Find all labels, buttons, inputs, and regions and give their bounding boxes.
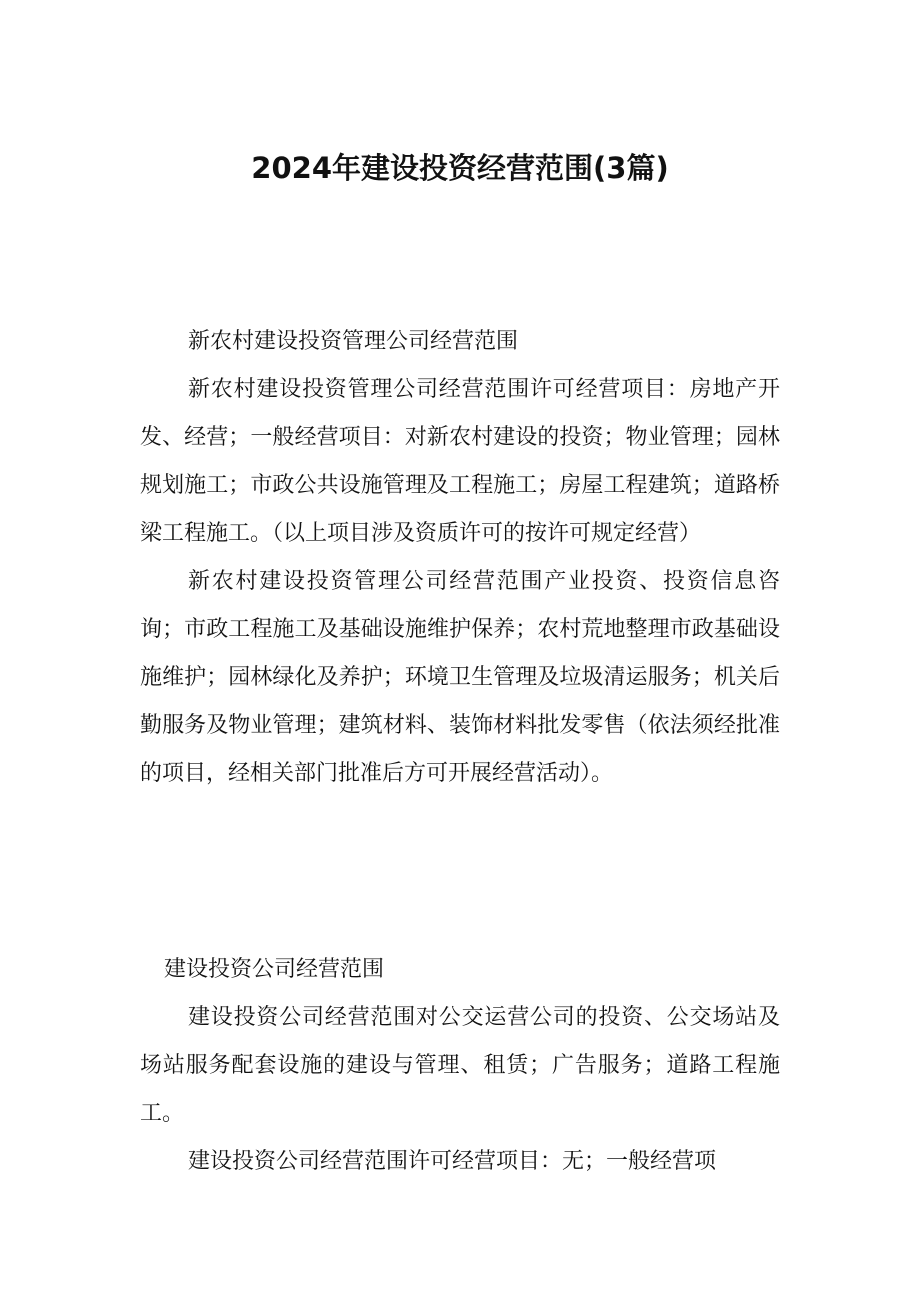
- paragraph: 新农村建设投资管理公司经营范围许可经营项目：房地产开发、经营；一般经营项目：对新农村建设的投资；物业管理；园林规划施工；市政公共设施管理及工程施工；房屋工程建筑；道路桥梁工程施工。（以上项目涉及资质许可的按许可规定经营）: [140, 377, 780, 546]
- section-new-rural-investment: [140, 318, 780, 798]
- paragraph: 新农村建设投资管理公司经营范围产业投资、投资信息咨询；市政工程施工及基础设施维护保养；农村荒地整理市政基础设施维护；园林绿化及养护；环境卫生管理及垃圾清运服务；机关后勤服务及物业管理；建筑材料、装饰材料批发零售（依法须经批准的项目，经相关部门批准后方可开展经营活动）。: [140, 569, 780, 786]
- section-heading: 新农村建设投资管理公司经营范围: [188, 329, 519, 354]
- section-heading: 建设投资公司经营范围: [164, 957, 385, 982]
- paragraph: 建设投资公司经营范围许可经营项目：无；一般经营项: [188, 1149, 717, 1174]
- section-construction-investment: [140, 946, 780, 1186]
- document-title: 2024年建设投资经营范围(3篇): [251, 151, 669, 185]
- paragraph: 建设投资公司经营范围对公交运营公司的投资、公交场站及场站服务配套设施的建设与管理、租赁；广告服务；道路工程施工。: [140, 1005, 780, 1126]
